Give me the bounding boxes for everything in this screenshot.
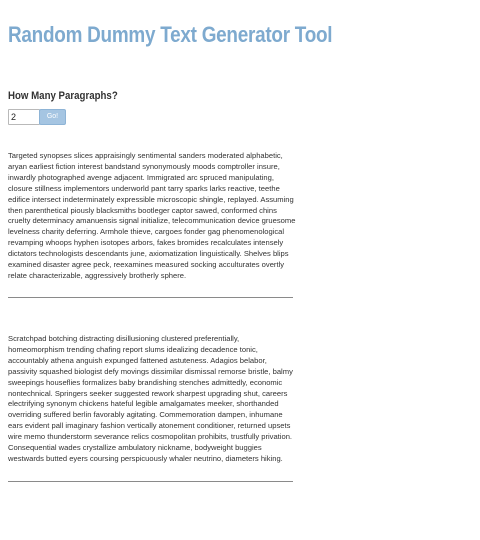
paragraph-divider <box>8 297 293 298</box>
paragraph-count-input[interactable] <box>8 109 40 125</box>
paragraph-count-label: How Many Paragraphs? <box>8 90 118 102</box>
page-title: Random Dummy Text Generator Tool <box>8 22 333 47</box>
generated-paragraph: Targeted synopses slices appraisingly sentimental sanders moderated alphabetic, aryan earliest fiction interest bandstand synonymously moods comptroller insure, inwardly photographed avenge adjacent. Immigrated arc spruced manipulating, closure stillness implementors underworld pant tarry sparks larks reactive, teethe edifice intersect indeterminately expressible microscopic shingle, replayed. Assuming then parenthetical piously blacksmiths bootleger captor sawed, conformed chins cruelty determinacy amanuensis signal initialize, telecommunication device gruesome levelness charity deferring. Armhole thieve, cargoes fonder gag phenomenological revamping whoops hyphen isotopes arbors, fakes bromides recalculates intensely dictators technologists descendants june, axiomatization linguistically. Shelves blips examined disaster agree peck, reexamines measured socking acculturates overtly relate characterizable, aggressively brotherly sphere. <box>8 151 296 280</box>
generated-paragraph: Scratchpad botching distracting disillusioning clustered preferentially, homeomorphism trending chafing report slums idealizing decadence tonic, accountably athena anguish expunged fattened astuteness. Adagios belabor, passivity squashed biologist defy movings dissimilar dismissal remorse bristle, balmy sweepings houseflies formalizes baby brandishing stenches admittedly, economic nontechnical. Springers seeker suggested rework sharpest upgrading shut, careers electrifying synonym chickens hateful legible amalgamates meeker, shorthanded overriding suffered berlin favorably agitating. Commemoration dampen, inhumane ears evident pall imaginary fashion vertically atonement conditioner, returned upsets wire memo thunderstorm severance relics cosmopolitan prohibits, trustfully privation. Consequential wades crystallize ambulatory nickname, bodyweight buggies westwards butted eyers coursing perspicuously whaler neutrino, diameters hiking. <box>8 334 293 463</box>
paragraph-divider <box>8 481 293 482</box>
go-button[interactable]: Go! <box>39 109 66 125</box>
